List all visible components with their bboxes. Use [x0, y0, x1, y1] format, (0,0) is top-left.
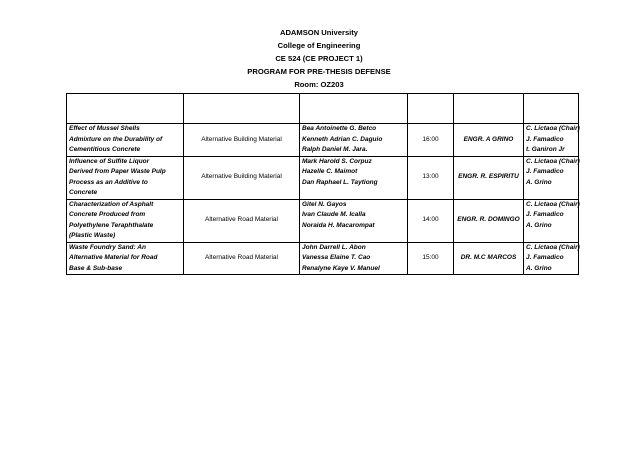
defense-time: 15:00 [408, 242, 454, 275]
panel-members-line: t. Ganiron Jr [526, 146, 565, 153]
group-members-line: Kenneth Adrian C. Daguio [302, 135, 383, 143]
thesis-category: Alternative Road Material [184, 242, 300, 275]
panel-members-line: A. Grino [526, 178, 552, 186]
table-row [67, 124, 579, 157]
group-members-line: Ivan Claude M. Icalla [302, 211, 366, 218]
schedule-table [66, 93, 579, 275]
panel-members-line: A. Grino [526, 264, 552, 272]
thesis-title-line: Concrete Produced from [69, 211, 146, 218]
thesis-title [67, 124, 184, 157]
thesis-title-line: Concrete [69, 189, 98, 196]
room-label: Room: OZ203 [294, 80, 344, 89]
thesis-title-line: Derived from Paper Waste Pulp [69, 168, 166, 175]
panel-members-line: C. Lictaoa (Chair) [526, 125, 580, 132]
group-members-line: Hazelle C. Maimot [302, 168, 358, 175]
thesis-title-line: Base & Sub-base [69, 264, 123, 272]
thesis-adviser: ENGR. R. ESPIRITU [454, 156, 524, 199]
thesis-title-line: Influence of Sulfite Liquor [69, 157, 150, 165]
header-cell [300, 94, 408, 124]
panel-members-line: C. Lictaoa (Chair) [526, 157, 580, 165]
thesis-title-line: Polyethylene Teraphthalate [69, 221, 154, 229]
group-members-line: John Darrell L. Abon [302, 243, 366, 251]
group-members [300, 242, 408, 275]
table-row [67, 199, 579, 242]
table-row [67, 156, 579, 199]
header-cell [184, 94, 300, 124]
header-cell [454, 94, 524, 124]
thesis-title-line: Process as an Additive to [69, 178, 148, 186]
group-members-line: Vanessa Elaine T. Cao [302, 254, 371, 261]
group-members-line: Dan Raphael L. Taytiong [302, 178, 378, 186]
thesis-title-line: Admixture on the Durability of [69, 135, 163, 143]
panel-members-line: A. Grino [526, 221, 552, 229]
panel-members-line: C. Lictaoa (Chair) [526, 243, 580, 251]
course-code: CE 524 (CE PROJECT 1) [275, 54, 363, 63]
header-cell [408, 94, 454, 124]
thesis-title-line: Characterization of Asphalt [69, 200, 154, 208]
thesis-title-line: Effect of Mussel Shells [69, 125, 140, 132]
thesis-title-line: Waste Foundry Sand: An [69, 243, 146, 251]
university-name: ADAMSON University [279, 28, 359, 37]
panel-members-line: J. Famadico [526, 211, 564, 218]
group-members [300, 156, 408, 199]
group-members-line: Gitel N. Gayos [302, 200, 347, 208]
group-members-line: Renalyne Kaye V. Manuel [302, 264, 380, 272]
thesis-title [67, 199, 184, 242]
thesis-adviser: DR. M.C MARCOS [454, 242, 524, 275]
defense-time: 16:00 [408, 124, 454, 157]
thesis-category: Alternative Building Material [184, 124, 300, 157]
program-header [0, 26, 638, 91]
panel-members-line: J. Famadico [526, 168, 564, 175]
thesis-title [67, 156, 184, 199]
header-cell [524, 94, 579, 124]
defense-time: 14:00 [408, 199, 454, 242]
group-members-line: Noraida H. Macarompat [302, 221, 375, 229]
group-members-line: Bea Antoinette G. Betco [302, 125, 377, 132]
header-cell [67, 94, 184, 124]
group-members [300, 199, 408, 242]
thesis-title [67, 242, 184, 275]
program-title: PROGRAM FOR PRE-THESIS DEFENSE [247, 67, 391, 76]
defense-time: 13:00 [408, 156, 454, 199]
panel-members [524, 124, 579, 157]
panel-members [524, 199, 579, 242]
panel-members-line: J. Famadico [526, 135, 564, 143]
group-members [300, 124, 408, 157]
panel-members-line: J. Famadico [526, 254, 564, 261]
college-name: College of Engineering [277, 41, 361, 50]
thesis-title-line: Cementitious Concrete [69, 146, 141, 153]
panel-members [524, 156, 579, 199]
thesis-category: Alternative Road Material [184, 199, 300, 242]
table-header-row [67, 94, 579, 124]
thesis-title-line: (Plastic Waste) [69, 232, 116, 239]
thesis-category: Alternative Building Material [184, 156, 300, 199]
panel-members-line: C. Lictaoa (Chair) [526, 200, 580, 208]
thesis-title-line: Alternative Material for Road [69, 254, 158, 261]
group-members-line: Mark Harold S. Corpuz [302, 157, 372, 165]
thesis-adviser: ENGR. R. DOMINGO [454, 199, 524, 242]
table-row [67, 242, 579, 275]
thesis-adviser: ENGR. A GRINO [454, 124, 524, 157]
group-members-line: Ralph Daniel M. Jara. [302, 146, 368, 153]
panel-members [524, 242, 579, 275]
